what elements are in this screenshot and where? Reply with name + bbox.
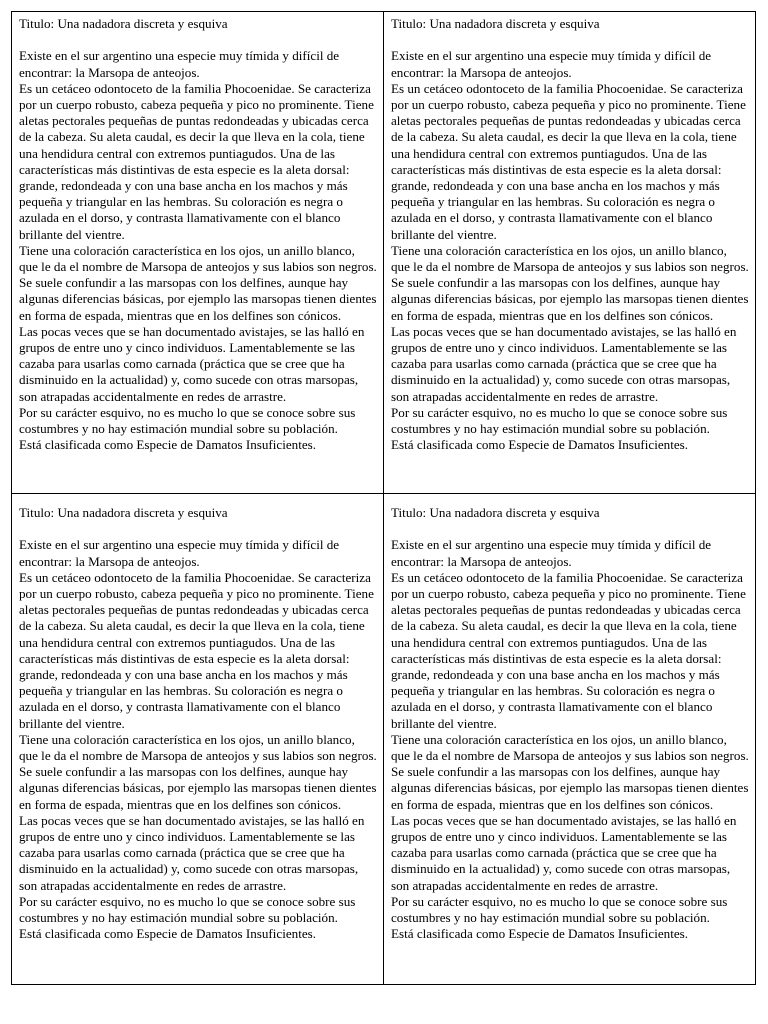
article-paragraph: Las pocas veces que se han documentado avistajes, se las halló en grupos de entre uno y cinco individuos. Lamentablemente se las cazaba para usarlas como carnada (práctica que se cree que ha disminuido en la actualidad) y, como sucede con otras marsopas, son atrapadas accidentalmente en redes de arrastre. — [391, 323, 737, 404]
article-paragraph: Existe en el sur argentino una especie muy tímida y difícil de encontrar: la Marsopa de anteojos. — [19, 48, 340, 80]
article-paragraph: Está clasificada como Especie de Damatos Insuficientes. — [19, 926, 317, 942]
table-cell-bottom-left — [12, 494, 384, 984]
article-paragraph: Por su carácter esquivo, no es mucho lo que se conoce sobre sus costumbres y no hay estimación mundial sobre su población. — [391, 404, 728, 437]
article-paragraph: Las pocas veces que se han documentado avistajes, se las halló en grupos de entre uno y cinco individuos. Lamentablemente se las cazaba para usarlas como carnada (práctica que se cree que ha disminuido en la actualidad) y, como sucede con otras marsopas, son atrapadas accidentalmente en redes de arrastre. — [19, 812, 365, 893]
article-title: Titulo: Una nadadora discreta y esquiva — [19, 16, 228, 31]
table-cell-top-right — [384, 12, 755, 494]
article-paragraph: Tiene una coloración característica en los ojos, un anillo blanco, que le da el nombre de Marsopa de anteojos y sus labios son negros. — [391, 242, 749, 275]
article-paragraph: Está clasificada como Especie de Damatos Insuficientes. — [391, 437, 689, 453]
article-paragraph: Por su carácter esquivo, no es mucho lo que se conoce sobre sus costumbres y no hay estimación mundial sobre su población. — [391, 893, 728, 926]
article-title: Titulo: Una nadadora discreta y esquiva — [391, 505, 600, 520]
article-paragraph: Es un cetáceo odontoceto de la familia Phocoenidae. Se caracteriza por un cuerpo robusto, cabeza pequeña y pico no prominente. Tiene aletas pectorales pequeñas de puntas redondeadas y ubicadas cerca de la cabeza. Su aleta caudal, es decir la que lleva en la cola, tiene una hendidura central con extremos puntiagudos. Una de las características más distintivas de esta especie es la aleta dorsal: grande, redondeada y con una base ancha en los machos y más pequeña y triangular en las hembras. Su coloración es negra o azulada en el dorso, y contrasta llamativamente con el blanco brillante del vientre. — [19, 569, 374, 731]
article-paragraph: Se suele confundir a las marsopas con los delfines, aunque hay algunas diferencias básicas, por ejemplo las marsopas tienen dientes en forma de espada, mientras que en los delfines son cónicos. — [19, 764, 377, 812]
article-title: Titulo: Una nadadora discreta y esquiva — [19, 505, 228, 520]
article-paragraph: Por su carácter esquivo, no es mucho lo que se conoce sobre sus costumbres y no hay estimación mundial sobre su población. — [19, 404, 356, 437]
article-paragraph: Existe en el sur argentino una especie muy tímida y difícil de encontrar: la Marsopa de anteojos. — [19, 537, 340, 569]
article-paragraph: Tiene una coloración característica en los ojos, un anillo blanco, que le da el nombre de Marsopa de anteojos y sus labios son negros. — [19, 731, 377, 764]
article-paragraph: Se suele confundir a las marsopas con los delfines, aunque hay algunas diferencias básicas, por ejemplo las marsopas tienen dientes en forma de espada, mientras que en los delfines son cónicos. — [19, 275, 377, 323]
article-paragraph: Tiene una coloración característica en los ojos, un anillo blanco, que le da el nombre de Marsopa de anteojos y sus labios son negros. — [391, 731, 749, 764]
article-paragraph: Es un cetáceo odontoceto de la familia Phocoenidae. Se caracteriza por un cuerpo robusto, cabeza pequeña y pico no prominente. Tiene aletas pectorales pequeñas de puntas redondeadas y ubicadas cerca de la cabeza. Su aleta caudal, es decir la que lleva en la cola, tiene una hendidura central con extremos puntiagudos. Una de las características más distintivas de esta especie es la aleta dorsal: grande, redondeada y con una base ancha en los machos y más pequeña y triangular en las hembras. Su coloración es negra o azulada en el dorso, y contrasta llamativamente con el blanco brillante del vientre. — [19, 80, 374, 242]
article-title: Titulo: Una nadadora discreta y esquiva — [391, 16, 600, 31]
document-table — [11, 11, 756, 985]
table-cell-bottom-right — [384, 494, 755, 984]
article-paragraph: Es un cetáceo odontoceto de la familia Phocoenidae. Se caracteriza por un cuerpo robusto, cabeza pequeña y pico no prominente. Tiene aletas pectorales pequeñas de puntas redondeadas y ubicadas cerca de la cabeza. Su aleta caudal, es decir la que lleva en la cola, tiene una hendidura central con extremos puntiagudos. Una de las características más distintivas de esta especie es la aleta dorsal: grande, redondeada y con una base ancha en los machos y más pequeña y triangular en las hembras. Su coloración es negra o azulada en el dorso, y contrasta llamativamente con el blanco brillante del vientre. — [391, 569, 746, 731]
article-paragraph: Existe en el sur argentino una especie muy tímida y difícil de encontrar: la Marsopa de anteojos. — [391, 48, 712, 80]
article-paragraph: Está clasificada como Especie de Damatos Insuficientes. — [391, 926, 689, 942]
article-paragraph: Es un cetáceo odontoceto de la familia Phocoenidae. Se caracteriza por un cuerpo robusto, cabeza pequeña y pico no prominente. Tiene aletas pectorales pequeñas de puntas redondeadas y ubicadas cerca de la cabeza. Su aleta caudal, es decir la que lleva en la cola, tiene una hendidura central con extremos puntiagudos. Una de las características más distintivas de esta especie es la aleta dorsal: grande, redondeada y con una base ancha en los machos y más pequeña y triangular en las hembras. Su coloración es negra o azulada en el dorso, y contrasta llamativamente con el blanco brillante del vientre. — [391, 80, 746, 242]
article-paragraph: Existe en el sur argentino una especie muy tímida y difícil de encontrar: la Marsopa de anteojos. — [391, 537, 712, 569]
article-paragraph: Las pocas veces que se han documentado avistajes, se las halló en grupos de entre uno y cinco individuos. Lamentablemente se las cazaba para usarlas como carnada (práctica que se cree que ha disminuido en la actualidad) y, como sucede con otras marsopas, son atrapadas accidentalmente en redes de arrastre. — [391, 812, 737, 893]
article-paragraph: Por su carácter esquivo, no es mucho lo que se conoce sobre sus costumbres y no hay estimación mundial sobre su población. — [19, 893, 356, 926]
article-paragraph: Se suele confundir a las marsopas con los delfines, aunque hay algunas diferencias básicas, por ejemplo las marsopas tienen dientes en forma de espada, mientras que en los delfines son cónicos. — [391, 275, 749, 323]
table-cell-top-left — [12, 12, 384, 494]
article-paragraph: Se suele confundir a las marsopas con los delfines, aunque hay algunas diferencias básicas, por ejemplo las marsopas tienen dientes en forma de espada, mientras que en los delfines son cónicos. — [391, 764, 749, 812]
article-paragraph: Las pocas veces que se han documentado avistajes, se las halló en grupos de entre uno y cinco individuos. Lamentablemente se las cazaba para usarlas como carnada (práctica que se cree que ha disminuido en la actualidad) y, como sucede con otras marsopas, son atrapadas accidentalmente en redes de arrastre. — [19, 323, 365, 404]
article-paragraph: Tiene una coloración característica en los ojos, un anillo blanco, que le da el nombre de Marsopa de anteojos y sus labios son negros. — [19, 242, 377, 275]
article-paragraph: Está clasificada como Especie de Damatos Insuficientes. — [19, 437, 317, 453]
